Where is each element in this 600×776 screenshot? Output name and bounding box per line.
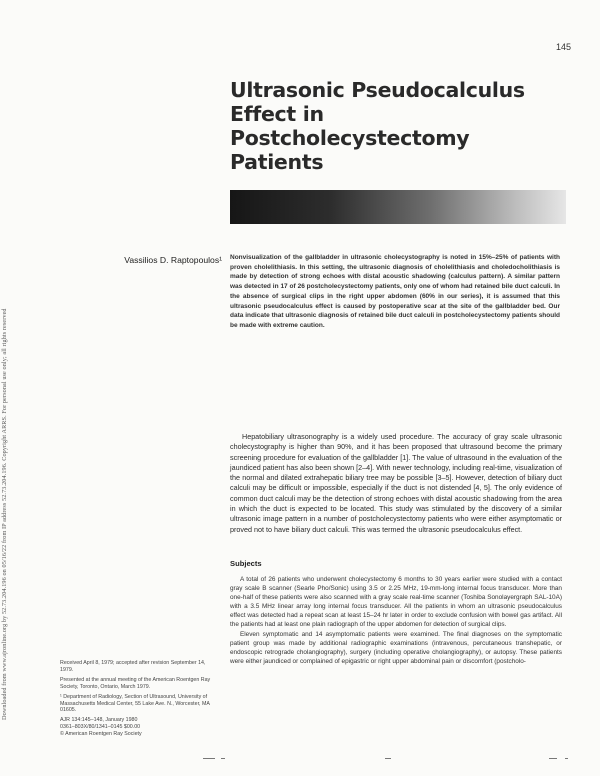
footnote-presented: Presented at the annual meeting of the American Roentgen Ray Society, Toronto, Ontario, March 1979. [60,676,211,690]
footnotes [60,660,216,741]
author-name: Vassilios D. Raptopoulos¹ [124,255,222,265]
subjects-paragraph: A total of 26 patients who underwent cholecystectomy 6 months to 30 years earlier were studied with a contact gray scale B scanner (Searle Pho/Sonic) using 3.5 or 2.25 MHz, 19-mm-long internal focus transducer. More than one-half of these patients were also scanned with a gray scale real-time scanner (Toshiba Sonolayergraph SAL-10A) with a 3.5 MHz linear array long internal focus transducer. All the patients in whom an ultrasonic pseudocalculus effect was detected had a repeat scan at least 15–24 hr later in order to exclude confusion with bowel gas artifact. All the patients had at least one plain radiograph of the upper abdomen for detection of surgical clips. [230,576,562,629]
abstract: Nonvisualization of the gallbladder in ultrasonic cholecystography is noted in 15%–25% of patients with proven cholelithiasis. In this setting, the ultrasonic diagnosis of cholelithiasis and choledocholithiasis is made by detection of strong echoes with distal acoustic shadowing (calculus pattern). A similar pattern was detected in 17 of 26 postcholecystectomy patients, only one of whom had retained bile duct calculi. In the absence of surgical clips in the right upper abdomen (60% in our series), it is assumed that this ultrasonic pseudocalculus effect is caused by postoperative scar at the site of the gallbladder bed. Our data indicate that ultrasonic diagnosis of retained bile duct calculi in postcholecystectomy patients should be made with extreme caution. [230,254,560,329]
download-notice: Downloaded from www.ajronline.org by 52.73.204.196 on 05/16/22 from IP address 52.73.204.196. Copyright ARRS. For personal use only; all rights reserved [1,308,8,720]
footnote-received: Received April 8, 1979; accepted after revision September 14, 1979. [60,660,206,673]
title-gradient-banner [230,190,566,224]
footnote-code: 0361–803X/80/1341–0145 $00.00 [60,724,141,731]
title-line: Ultrasonic Pseudocalculus [230,78,525,102]
page-number: 145 [555,42,571,52]
title-line: Postcholecystectomy [230,126,470,150]
footnote-affiliation: ¹ Department of Radiology, Section of Ultrasound, University of Massachusetts Medical Center, 55 Lake Ave. N., Worcester, MA 01605. [60,693,210,714]
title-line: Effect in [230,102,324,126]
title-line: Patients [230,150,324,174]
section-heading-subjects: Subjects [230,559,262,568]
introduction-paragraph: Hepatobiliary ultrasonography is a widely used procedure. The accuracy of gray scale ultrasonic cholecystography is higher than 90%, and it has been proposed that ultrasound become the primary screening procedure for evaluation of the gallbladder [1]. The value of ultrasound in the evaluation of the jaundiced patient has also been shown [2–4]. With newer technology, including real-time, visualization of the normal and dilated extrahepatic biliary tree may be possible [3–5]. However, detection of biliary duct calculi may be difficult or impossible, especially if the duct is not distended [4, 5]. The only evidence of common duct calculi may be the detection of strong echoes with distal acoustic shadowing from the area in which the duct is expected to be located. This study was stimulated by the discovery of a similar ultrasonic image pattern in a number of postcholecystectomy patients who were either asymptomatic or proved not to have biliary duct calculi. This was termed the ultrasonic pseudocalculus effect. [230,432,562,534]
subjects-paragraph: Eleven symptomatic and 14 asymptomatic patients were examined. The final diagnoses on the symptomatic patient group was made by additional radiographic examinations (intravenous, percutaneous transhepatic, or endoscopic retrograde cholangiography), surgery (including operative cholangiography), or autopsy. These patients were either jaundiced or complained of epigastric or right upper abdominal pain or discomfort (postcholo- [230,630,562,665]
footnote-copyright: © American Roentgen Ray Society [60,731,142,738]
footnote-citation: AJR 134:145–148, January 1980 [60,717,138,724]
subjects-section [230,575,562,666]
bottom-scan-marks [195,758,585,762]
article-title [230,78,560,174]
